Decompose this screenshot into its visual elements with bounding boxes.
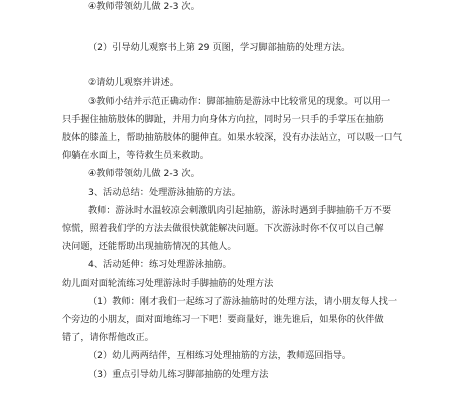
text-line: 肢体的膝盖上，帮助抽筋肢体的腿伸直。如果水较深，没有办法站立，可以吸一口气 [62,132,402,143]
text-line: （2）幼儿两两结伴，互相练习处理抽筋的方法，教师巡回指导。 [88,350,352,361]
text-line: 个旁边的小朋友，面对面地练习一下吧！要商量好，谁先谁后，如果你的伙伴做 [62,314,384,325]
text-line: 4、活动延伸：练习处理游泳抽筋。 [88,259,232,270]
text-line: ③教师小结并示范正确动作：脚部抽筋是游泳中比较常见的现象。可以用一 [88,96,391,107]
text-line: （1）教师：刚才我们一起练习了游泳抽筋时的处理方法，请小朋友每人找一 [88,296,398,307]
text-line: ④教师带领幼儿做 2-3 次。 [88,1,200,12]
text-line: 3、活动总结：处理游泳抽筋的方法。 [88,187,241,198]
text-line: （2）引导幼儿观察书上第 29 页图，学习脚部抽筋的处理方法。 [88,42,351,53]
text-line: 只手握住抽筋肢体的脚趾，并用力向身体方向拉，同时另一只手的手掌压在抽筋 [62,114,384,125]
text-line: 幼儿面对面轮流练习处理游泳时手脚抽筋的处理方法 [62,278,274,289]
text-line: 错了，请你帮他改正。 [62,332,154,343]
text-line: 教师：游泳时水温较凉会刺激肌肉引起抽筋，游泳时遇到手脚抽筋千万不要 [88,205,392,216]
text-line: ②请幼儿观察并讲述。 [88,77,179,88]
text-line: （3）重点引导幼儿练习脚部抽筋的处理方法 [88,369,269,380]
text-line: 惊慌，照着我们学的方法去做很快就能解决问题。下次游泳时你不仅可以自己解 [62,223,384,234]
text-line: ④教师带领幼儿做 2-3 次。 [88,168,200,179]
text-line: 仰躺在水面上，等待救生员来救助。 [62,150,209,161]
text-line: 决问题，还能帮助出现抽筋情况的其他人。 [62,241,237,252]
